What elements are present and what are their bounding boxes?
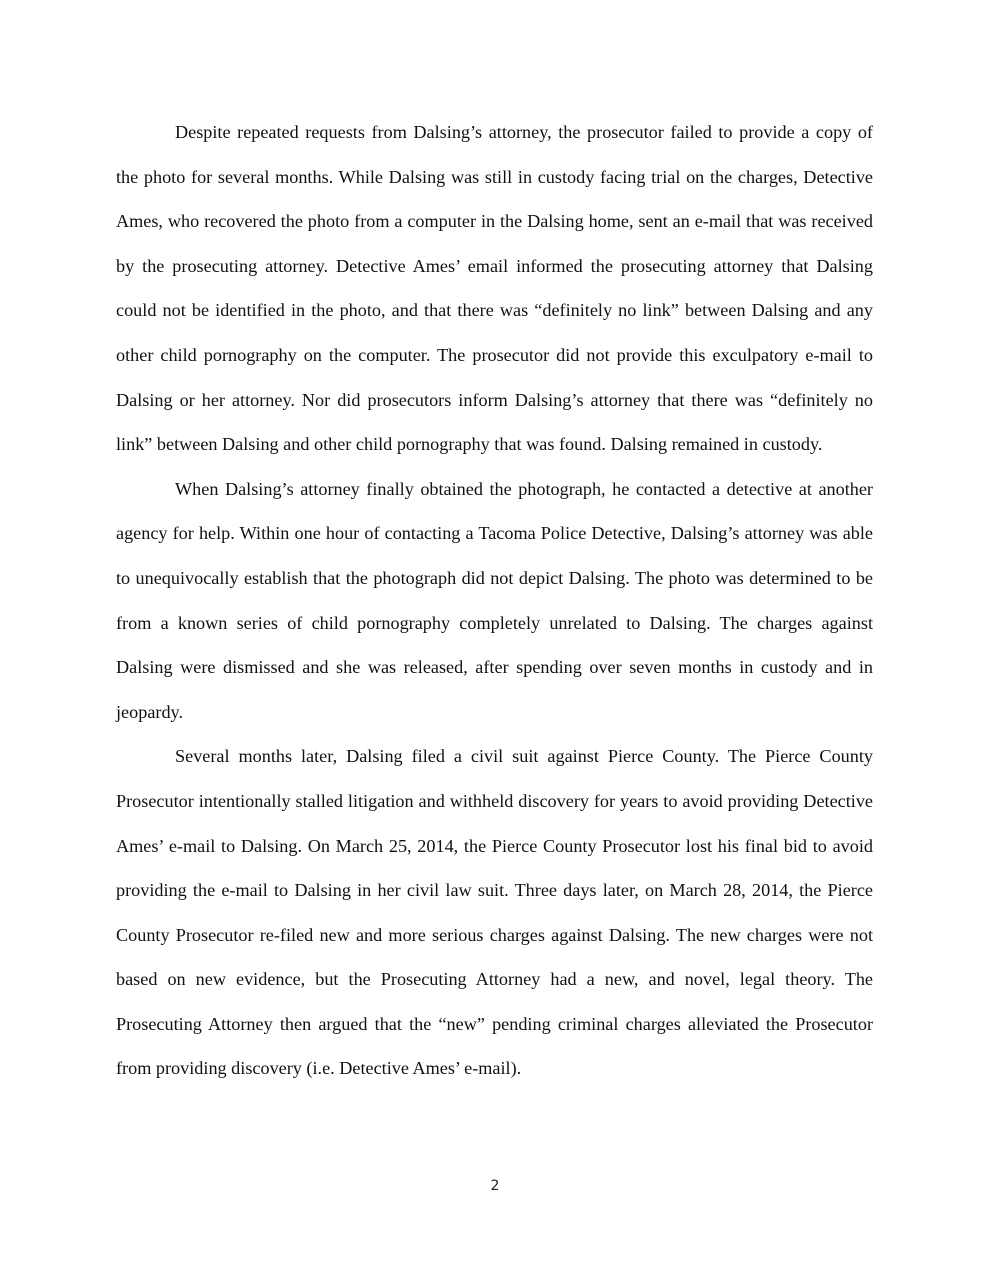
document-body xyxy=(116,110,873,1091)
paragraph-3: Several months later, Dalsing filed a civil suit against Pierce County. The Pierce County Prosecutor intentionally stalled litigation and withheld discovery for years to avoid providing Detective Ames’ e-mail to Dalsing. On March 25, 2014, the Pierce County Prosecutor lost his final bid to avoid providing the e-mail to Dalsing in her civil law suit. Three days later, on March 28, 2014, the Pierce County Prosecutor re-filed new and more serious charges against Dalsing. The new charges were not based on new evidence, but the Prosecuting Attorney had a new, and novel, legal theory. The Prosecuting Attorney then argued that the “new” pending criminal charges alleviated the Prosecutor from providing discovery (i.e. Detective Ames’ e-mail). xyxy=(116,746,873,1079)
paragraph-1: Despite repeated requests from Dalsing’s attorney, the prosecutor failed to provide a copy of the photo for several months. While Dalsing was still in custody facing trial on the charges, Detective Ames, who recovered the photo from a computer in the Dalsing home, sent an e-mail that was received by the prosecuting attorney. Detective Ames’ email informed the prosecuting attorney that Dalsing could not be identified in the photo, and that there was “definitely no link” between Dalsing and any other child pornography on the computer. The prosecutor did not provide this exculpatory e-mail to Dalsing or her attorney. Nor did prosecutors inform Dalsing’s attorney that there was “definitely no link” between Dalsing and other child pornography that was found. Dalsing remained in custody. xyxy=(116,122,873,455)
paragraph-2: When Dalsing’s attorney finally obtained the photograph, he contacted a detective at another agency for help. Within one hour of contacting a Tacoma Police Detective, Dalsing’s attorney was able to unequivocally establish that the photograph did not depict Dalsing. The photo was determined to be from a known series of child pornography completely unrelated to Dalsing. The charges against Dalsing were dismissed and she was released, after spending over seven months in custody and in jeopardy. xyxy=(116,478,873,722)
page-number: 2 xyxy=(490,1178,500,1194)
